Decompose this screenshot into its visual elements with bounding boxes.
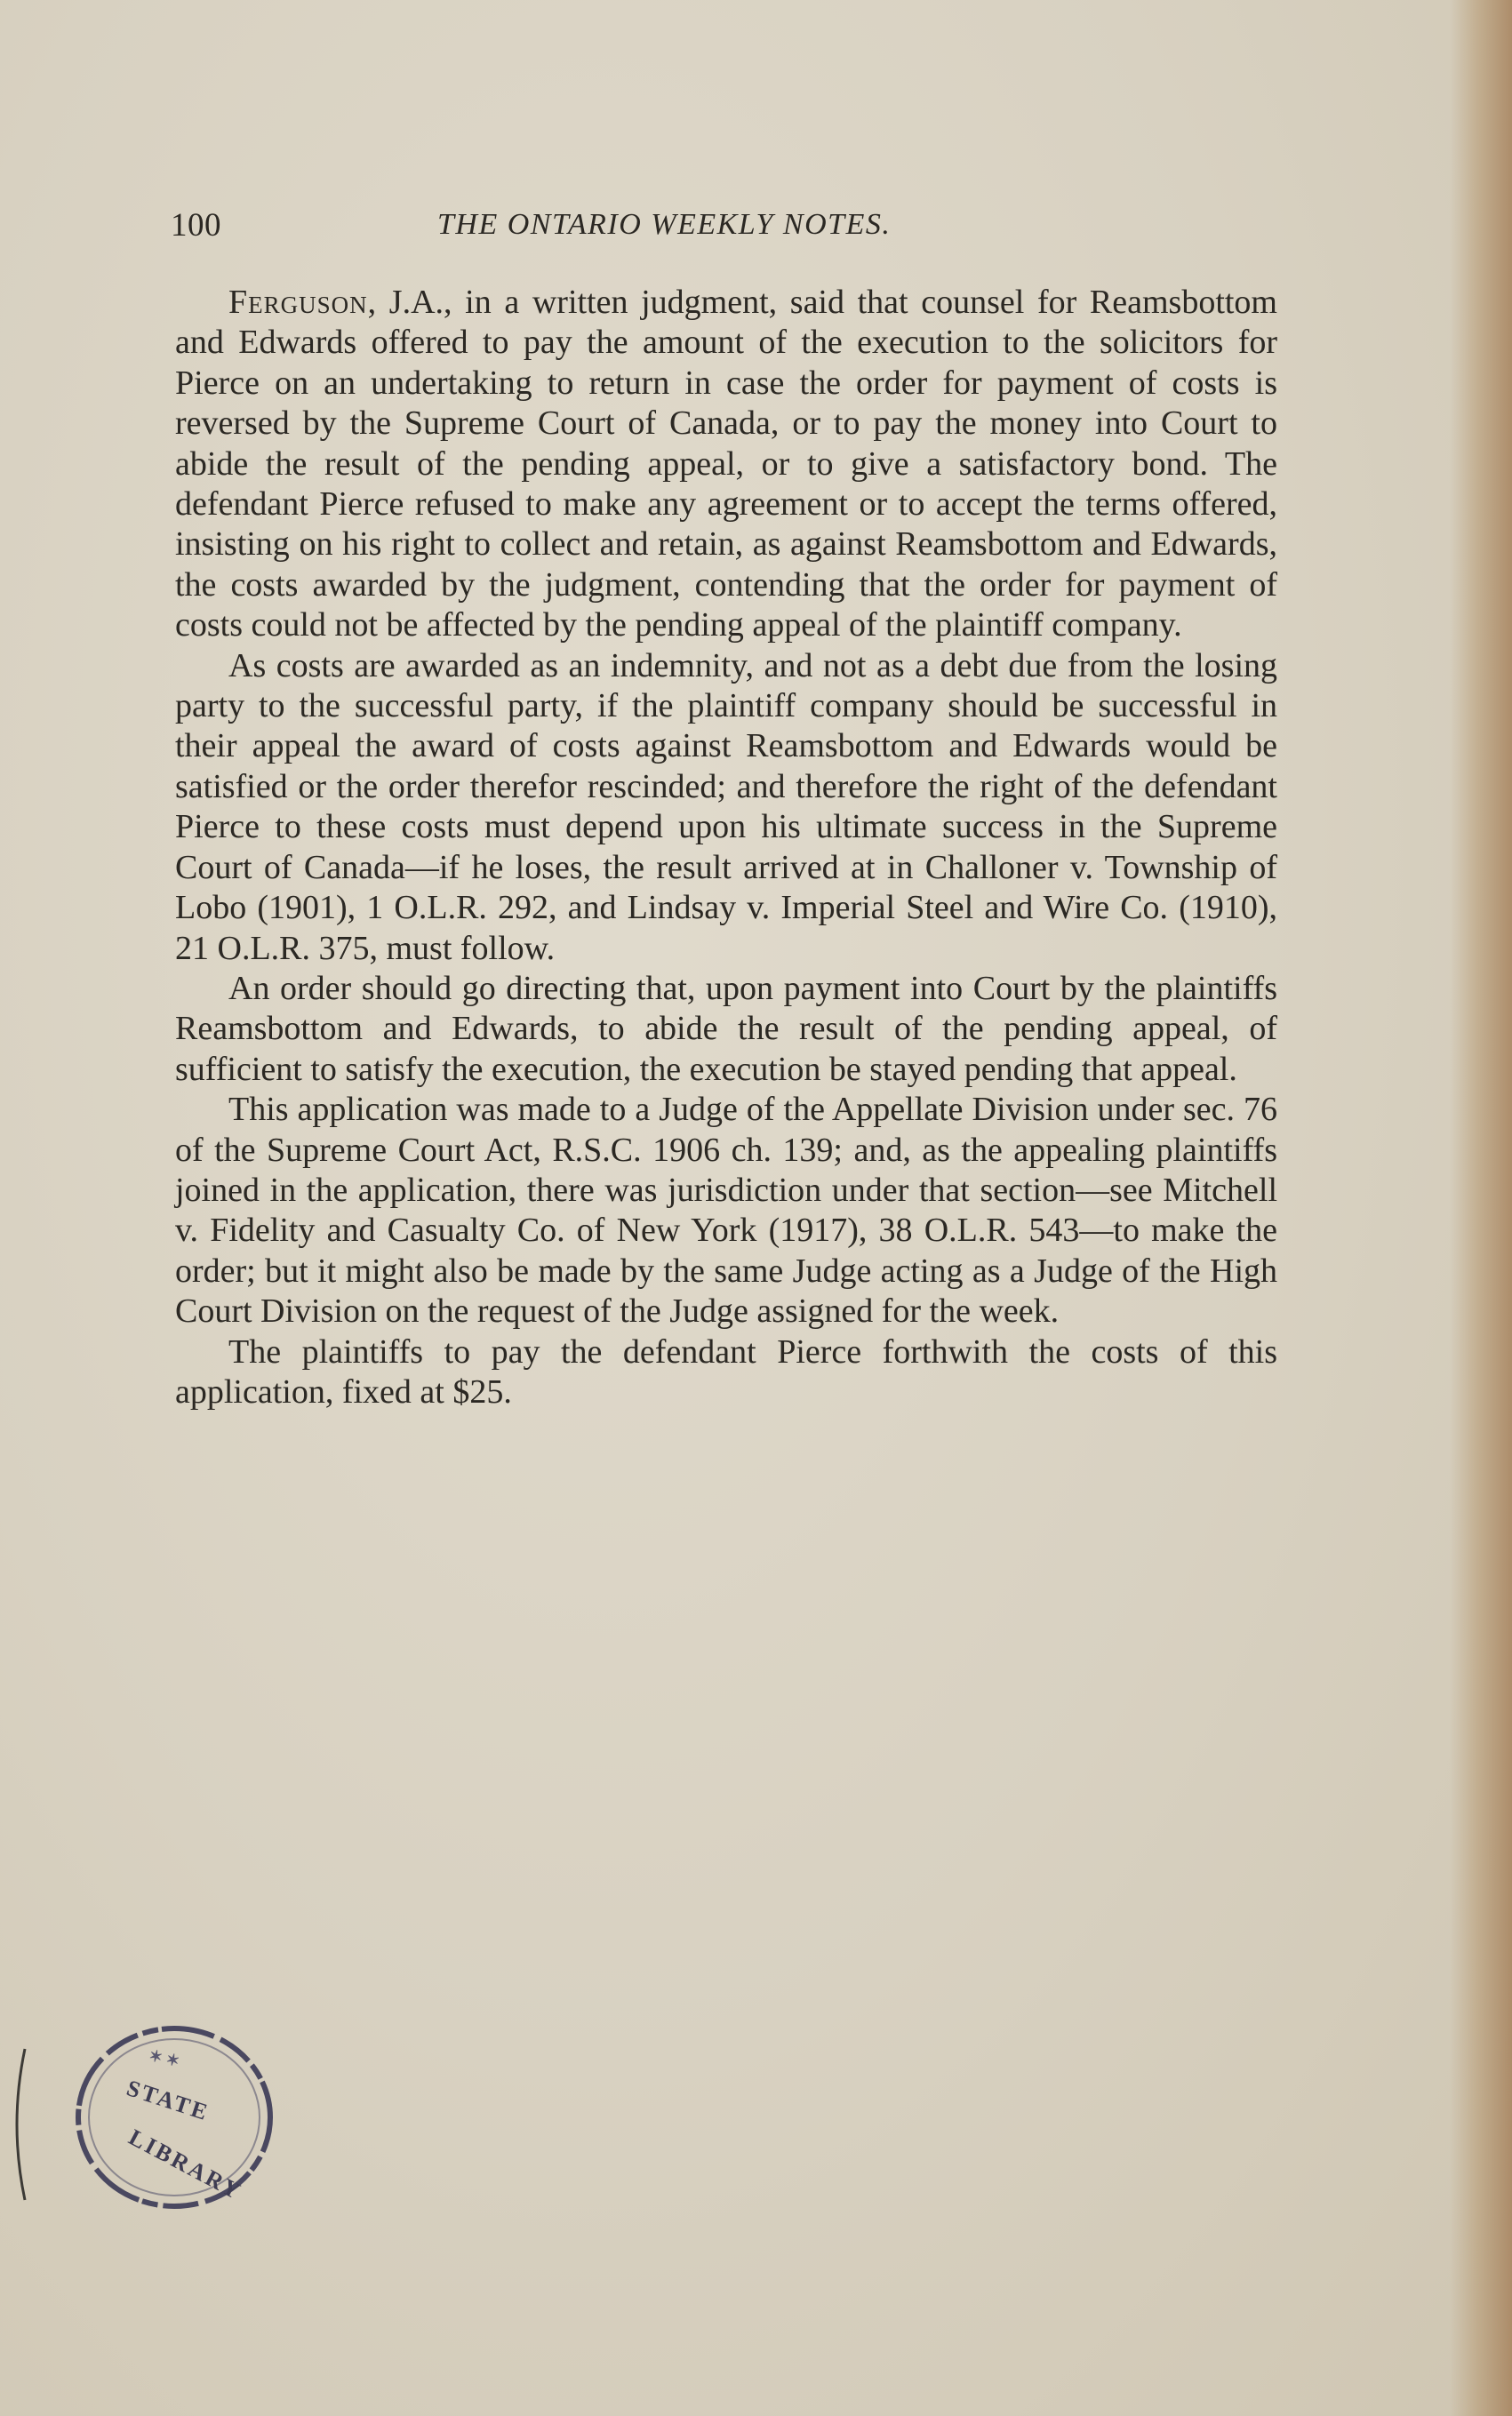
paragraph-text: An order should go directing that, upon payment into Court by the plaintiffs Reamsbottom and Edwards, to abide the result of the pending appeal, of sufficient to satisfy the execution, the execution be stayed pending that appeal. [175, 969, 1277, 1088]
paragraph [175, 1090, 1277, 1332]
stamp-text-top: STATE [123, 2075, 213, 2126]
judgment-text [175, 283, 1277, 1412]
running-title: THE ONTARIO WEEKLY NOTES. [437, 208, 892, 241]
judge-name: Ferguson [228, 284, 368, 321]
margin-mark [7, 2044, 34, 2204]
page-header [171, 206, 1282, 251]
paragraph [175, 646, 1277, 969]
paragraph-text: The plaintiffs to pay the defendant Pierce forthwith the costs of this application, fixed at $25. [175, 1332, 1277, 1411]
paragraph [175, 969, 1277, 1090]
page-edge-shadow [1450, 0, 1512, 2416]
paragraph-text: This application was made to a Judge of the Appellate Division under sec. 76 of the Supreme Court Act, R.S.C. 1906 ch. 139; and, as the appealing plaintiffs joined in the application, there was jurisdiction under that section—see Mitchell v. Fidelity and Casualty Co. of New York (1917), 38 O.L.R. 543—to make the order; but it might also be made by the same Judge acting as a Judge of the High Court Division on the request of the Judge assigned for the week. [175, 1091, 1277, 1331]
page-number: 100 [171, 207, 221, 244]
library-stamp [59, 2011, 308, 2215]
svg-text:✶ ✶: ✶ ✶ [147, 2046, 181, 2070]
paragraph-text: As costs are awarded as an indemnity, and not as a debt due from the losing party to the successful party, if the plaintiff company should be successful in their appeal the award of costs against Reamsbottom and Edwards would be satisfied or the order therefor rescinded; and therefore the right of the defendant Pierce to these costs must depend upon his ultimate success in the Supreme Court of Canada—if he loses, the result arrived at in Challoner v. Township of Lobo (1901), 1 O.L.R. 292, and Lindsay v. Imperial Steel and Wire Co. (1910), 21 O.L.R. 375, must follow. [175, 646, 1277, 967]
paragraph [175, 1332, 1277, 1413]
stamp-text-bottom: LIBRARY [124, 2124, 247, 2205]
paragraph-text: , J.A., in a written judgment, said that counsel for Reamsbottom and Edwards offered to pay the amount of the execution to the solicitors for Pierce on an undertaking to return in case the order for payment of costs is reversed by the Supreme Court of Canada, or to pay the money into Court to abide the result of the pending appeal, or to give a satisfactory bond. The defendant Pierce refused to make any agreement or to accept the terms offered, insisting on his right to collect and retain, as against Reamsbottom and Edwards, the costs awarded by the judgment, contending that the order for payment of costs could not be affected by the pending appeal of the plaintiff company. [175, 284, 1277, 644]
paragraph [175, 283, 1277, 646]
